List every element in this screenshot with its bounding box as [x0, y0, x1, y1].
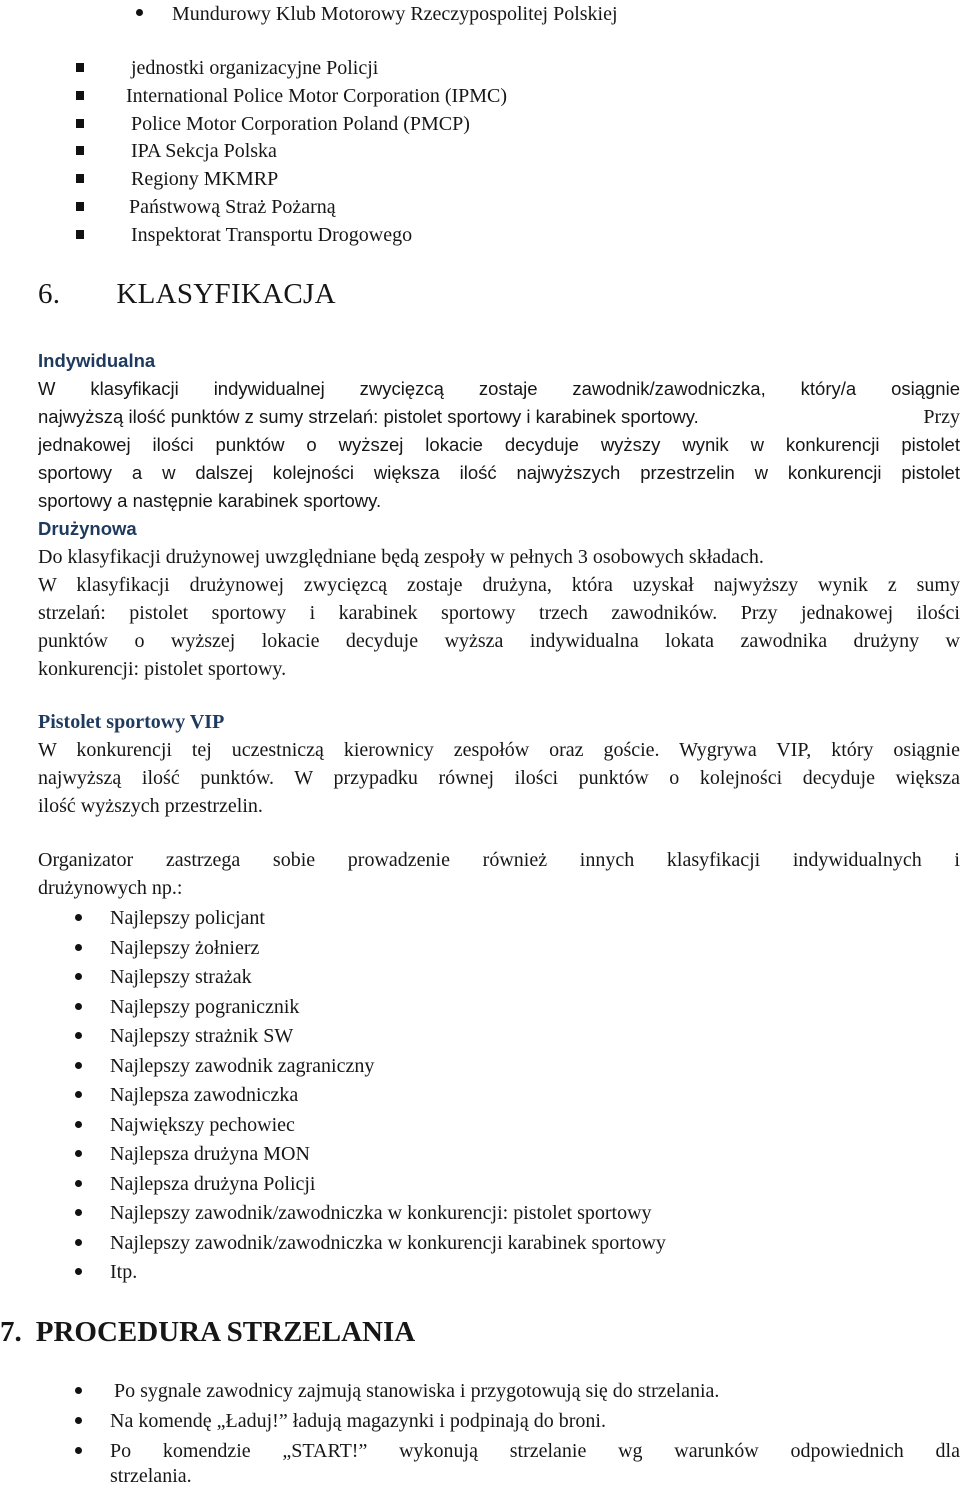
paragraph-line: najwyższą ilość punktów. W przypadku równej ilości punktów o kolejności decyduje większa — [38, 767, 960, 789]
list-item: Największy pechowiec — [110, 1114, 295, 1136]
section-title: PROCEDURA STRZELANIA — [35, 1316, 416, 1348]
paragraph-line: W klasyfikacji drużynowej zwycięzcą zostaje drużyna, która uzyskał najwyższy wynik z sumy — [38, 574, 960, 596]
list-item: Najlepszy policjant — [110, 907, 265, 929]
square-bullet-icon — [76, 146, 84, 155]
list-item: Inspektorat Transportu Drogowego — [131, 224, 413, 246]
paragraph-line: najwyższą ilość punktów z sumy strzelań: pistolet sportowy i karabinek sportowy. Przy — [38, 406, 960, 428]
bullet-icon — [75, 1150, 82, 1157]
bullet-icon — [75, 973, 82, 980]
square-bullet-icon — [76, 63, 84, 72]
paragraph-line: drużynowych np.: — [38, 877, 183, 899]
bullet-icon — [75, 1387, 82, 1394]
bullet-icon — [136, 9, 143, 16]
list-item: Najlepszy zawodnik/zawodniczka w konkurencji: pistolet sportowy — [110, 1202, 652, 1224]
paragraph-line: sportowy a w dalszej kolejności większa ilość najwyższych przestrzelin w konkurencji pistolet — [38, 462, 960, 483]
bullet-icon — [75, 1180, 82, 1187]
section-heading — [0, 1314, 415, 1350]
paragraph-line: W klasyfikacji indywidualnej zwycięzcą zostaje zawodnik/zawodniczka, który/a osiągnie — [38, 378, 960, 399]
bullet-icon — [75, 1268, 82, 1275]
list-item: jednostki organizacyjne Policji — [131, 57, 379, 79]
list-item: Police Motor Corporation Poland (PMCP) — [131, 113, 470, 135]
list-item: Regiony MKMRP — [131, 168, 279, 190]
list-item: Najlepszy strażak — [110, 966, 252, 988]
list-item: Na komendę „Ładuj!” ładują magazynki i podpinają do broni. — [110, 1410, 606, 1432]
paragraph-line: W konkurencji tej uczestniczą kierownicy zespołów oraz goście. Wygrywa VIP, który osiągnie — [38, 739, 960, 761]
list-item: Najlepszy strażnik SW — [110, 1025, 294, 1047]
bullet-icon — [75, 1209, 82, 1216]
section-heading — [38, 277, 336, 311]
paragraph-line: strzelań: pistolet sportowy i karabinek sportowy trzech zawodników. Przy jednakowej ilości — [38, 602, 960, 624]
list-item: Najlepszy zawodnik/zawodniczka w konkurencji karabinek sportowy — [110, 1232, 666, 1254]
bullet-icon — [75, 944, 82, 951]
paragraph-line: Do klasyfikacji drużynowej uwzględniane będą zespoły w pełnych 3 osobowych składach. — [38, 546, 764, 568]
list-item: Najlepszy zawodnik zagraniczny — [110, 1055, 375, 1077]
square-bullet-icon — [76, 91, 84, 100]
bullet-icon — [75, 1062, 82, 1069]
bullet-icon — [75, 914, 82, 921]
subheading: Indywidualna — [38, 350, 156, 371]
subheading: Drużynowa — [38, 518, 137, 539]
organizator-paragraph — [38, 846, 960, 902]
section-title: KLASYFIKACJA — [116, 278, 336, 310]
subheading: Pistolet sportowy VIP — [38, 711, 225, 733]
list-item: IPA Sekcja Polska — [131, 140, 277, 162]
section-number: 6. — [38, 278, 61, 310]
list-item: Najlepsza zawodniczka — [110, 1084, 299, 1106]
bullet-icon — [75, 1003, 82, 1010]
paragraph-line: ilość wyższych przestrzelin. — [38, 795, 263, 817]
list-item: Najlepsza drużyna MON — [110, 1143, 310, 1165]
paragraph-line: jednakowej ilości punktów o wyższej lokacie decyduje wyższy wynik w konkurencji pistolet — [38, 434, 960, 455]
square-bullet-icon — [76, 174, 84, 183]
paragraph-line: konkurencji: pistolet sportowy. — [38, 658, 287, 680]
vip-section — [38, 708, 960, 820]
bullet-icon — [75, 1417, 82, 1424]
bullet-icon — [75, 1032, 82, 1039]
list-item: Mundurowy Klub Motorowy Rzeczypospolitej Polskiej — [172, 3, 618, 25]
paragraph-line: punktów o wyższej lokacie decyduje wyższa indywidualna lokata zawodnika drużyny w — [38, 630, 960, 652]
bullet-icon — [75, 1091, 82, 1098]
list-item-continuation: strzelania. — [110, 1465, 192, 1487]
square-bullet-icon — [76, 230, 84, 239]
section-number: 7. — [0, 1316, 22, 1348]
square-bullet-icon — [76, 119, 84, 128]
bullet-icon — [75, 1121, 82, 1128]
square-bullet-icon — [76, 202, 84, 211]
bullet-icon — [75, 1239, 82, 1246]
list-item: Najlepszy pogranicznik — [110, 996, 300, 1018]
paragraph-line: sportowy a następnie karabinek sportowy. — [38, 490, 382, 511]
list-item: Itp. — [110, 1261, 138, 1283]
list-item: Najlepsza drużyna Policji — [110, 1173, 316, 1195]
list-item: Najlepszy żołnierz — [110, 937, 260, 959]
bullet-icon — [75, 1447, 82, 1454]
list-item: Państwową Straż Pożarną — [129, 196, 336, 218]
list-item: Po komendzie „START!” wykonują strzelanie wg warunków odpowiednich dla — [110, 1440, 960, 1462]
paragraph-line: Organizator zastrzega sobie prowadzenie również innych klasyfikacji indywidualnych i — [38, 849, 960, 871]
list-item: International Police Motor Corporation (IPMC) — [126, 85, 508, 107]
indywidualna-section — [38, 347, 960, 683]
list-item: Po sygnale zawodnicy zajmują stanowiska i przygotowują się do strzelania. — [114, 1380, 720, 1402]
